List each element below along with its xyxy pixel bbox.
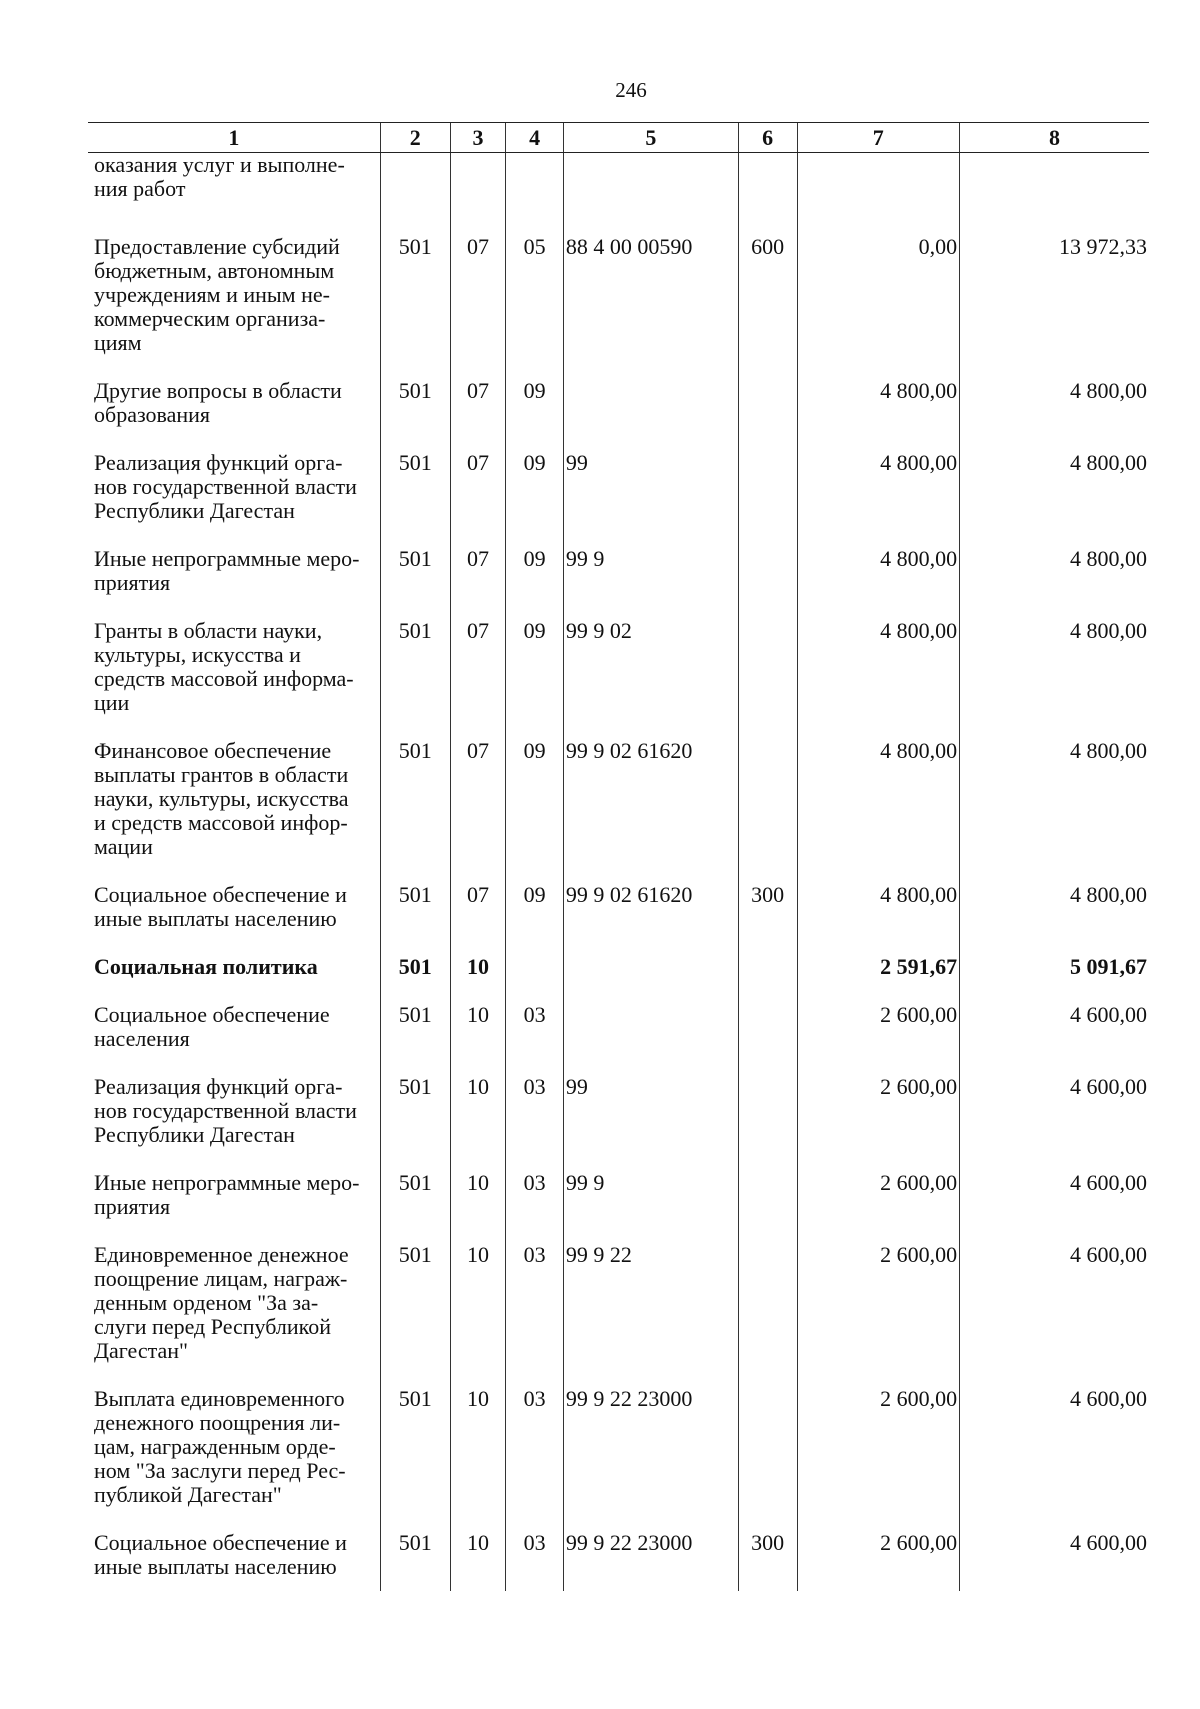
cell-amount-7: 4 800,00 — [797, 547, 960, 619]
table-row — [88, 1075, 1149, 1171]
row-name: Выплата единовременного денежного поощрения ли- цам, награжденным орде- ном "За заслуги перед Рес- публикой Дагестан" — [94, 1386, 346, 1507]
cell-subsection: 09 — [506, 619, 564, 739]
cell-section: 07 — [450, 739, 506, 883]
cell-section: 10 — [450, 1387, 506, 1531]
column-header: 1 — [88, 123, 380, 153]
budget-table — [88, 122, 1149, 1591]
cell-subsection: 09 — [506, 451, 564, 547]
table-row — [88, 619, 1149, 739]
cell-admin-code: 501 — [380, 883, 450, 955]
cell-expense-type: 300 — [738, 883, 797, 955]
cell-subsection: 03 — [506, 1387, 564, 1531]
cell-amount-8: 4 800,00 — [960, 883, 1149, 955]
cell-admin-code: 501 — [380, 1171, 450, 1243]
row-name: Социальная политика — [94, 954, 318, 979]
table-row — [88, 153, 1149, 226]
cell-expense-type — [738, 1387, 797, 1531]
cell-subsection: 09 — [506, 547, 564, 619]
cell-amount-7: 4 800,00 — [797, 451, 960, 547]
row-name: Единовременное денежное поощрение лицам, награж- денным орденом "За за- слуги перед Республикой Дагестан" — [94, 1242, 349, 1363]
cell-subsection — [506, 153, 564, 226]
column-header: 2 — [380, 123, 450, 153]
cell-subsection: 05 — [506, 225, 564, 379]
cell-expense-type — [738, 619, 797, 739]
cell-subsection: 03 — [506, 1003, 564, 1075]
cell-target-article: 99 9 02 61620 — [563, 739, 738, 883]
cell-section: 07 — [450, 883, 506, 955]
cell-amount-8: 4 800,00 — [960, 619, 1149, 739]
cell-amount-7: 2 600,00 — [797, 1171, 960, 1243]
row-name: Социальное обеспечение и иные выплаты населению — [94, 1530, 347, 1579]
cell-target-article: 99 9 02 — [563, 619, 738, 739]
row-name: Реализация функций орга- нов государственной власти Республики Дагестан — [94, 1074, 357, 1147]
cell-target-article — [563, 955, 738, 1003]
cell-amount-7: 0,00 — [797, 225, 960, 379]
cell-expense-type — [738, 1171, 797, 1243]
row-name: Другие вопросы в области образования — [94, 378, 342, 427]
cell-admin-code: 501 — [380, 1075, 450, 1171]
table-row — [88, 739, 1149, 883]
cell-expense-type — [738, 153, 797, 226]
cell-admin-code: 501 — [380, 955, 450, 1003]
row-name: оказания услуг и выполне- ния работ — [94, 152, 345, 201]
cell-section: 10 — [450, 1075, 506, 1171]
cell-expense-type — [738, 739, 797, 883]
cell-amount-8: 4 600,00 — [960, 1531, 1149, 1591]
cell-admin-code: 501 — [380, 739, 450, 883]
table-row — [88, 1003, 1149, 1075]
table-row — [88, 1243, 1149, 1387]
cell-admin-code — [380, 153, 450, 226]
table-row — [88, 225, 1149, 379]
cell-amount-8: 4 800,00 — [960, 739, 1149, 883]
cell-target-article — [563, 153, 738, 226]
cell-section — [450, 153, 506, 226]
cell-subsection: 03 — [506, 1243, 564, 1387]
cell-target-article: 99 9 02 61620 — [563, 883, 738, 955]
cell-admin-code: 501 — [380, 547, 450, 619]
row-name: Социальное обеспечение населения — [94, 1002, 330, 1051]
cell-target-article: 99 9 22 23000 — [563, 1531, 738, 1591]
table-row — [88, 379, 1149, 451]
column-header: 6 — [738, 123, 797, 153]
cell-section: 07 — [450, 225, 506, 379]
row-name: Иные непрограммные меро- приятия — [94, 546, 360, 595]
cell-amount-8: 4 600,00 — [960, 1243, 1149, 1387]
cell-expense-type — [738, 1075, 797, 1171]
column-header: 8 — [960, 123, 1149, 153]
cell-amount-8: 13 972,33 — [960, 225, 1149, 379]
page-number: 246 — [615, 78, 647, 102]
cell-section: 07 — [450, 547, 506, 619]
cell-admin-code: 501 — [380, 379, 450, 451]
cell-subsection: 03 — [506, 1075, 564, 1171]
row-name: Финансовое обеспечение выплаты грантов в области науки, культуры, искусства и средств массовой инфор- мации — [94, 738, 349, 859]
cell-amount-7 — [797, 153, 960, 226]
cell-amount-7: 4 800,00 — [797, 619, 960, 739]
cell-section: 07 — [450, 451, 506, 547]
cell-admin-code: 501 — [380, 1243, 450, 1387]
header-row — [88, 123, 1149, 153]
column-header: 5 — [563, 123, 738, 153]
table-body — [88, 153, 1149, 1592]
cell-amount-7: 2 600,00 — [797, 1243, 960, 1387]
cell-target-article — [563, 379, 738, 451]
row-name: Социальное обеспечение и иные выплаты населению — [94, 882, 347, 931]
cell-expense-type — [738, 547, 797, 619]
cell-section: 10 — [450, 955, 506, 1003]
cell-expense-type: 600 — [738, 225, 797, 379]
row-name: Предоставление субсидий бюджетным, автономным учреждениям и иным не- коммерческим организа- циям — [94, 234, 340, 355]
cell-expense-type: 300 — [738, 1531, 797, 1591]
cell-subsection: 09 — [506, 739, 564, 883]
cell-admin-code: 501 — [380, 451, 450, 547]
table-row — [88, 955, 1149, 1003]
cell-target-article: 99 9 — [563, 547, 738, 619]
cell-expense-type — [738, 1243, 797, 1387]
cell-admin-code: 501 — [380, 1387, 450, 1531]
cell-admin-code: 501 — [380, 225, 450, 379]
cell-subsection: 03 — [506, 1531, 564, 1591]
cell-target-article: 99 — [563, 451, 738, 547]
table-row — [88, 547, 1149, 619]
table-row — [88, 1171, 1149, 1243]
cell-amount-7: 2 600,00 — [797, 1003, 960, 1075]
cell-amount-8: 4 600,00 — [960, 1003, 1149, 1075]
cell-target-article — [563, 1003, 738, 1075]
cell-target-article: 99 9 — [563, 1171, 738, 1243]
cell-amount-8: 5 091,67 — [960, 955, 1149, 1003]
cell-expense-type — [738, 451, 797, 547]
column-header: 4 — [506, 123, 564, 153]
cell-section: 10 — [450, 1003, 506, 1075]
row-name: Гранты в области науки, культуры, искусства и средств массовой информа- ции — [94, 618, 354, 715]
cell-amount-8: 4 600,00 — [960, 1387, 1149, 1531]
cell-subsection — [506, 955, 564, 1003]
cell-expense-type — [738, 955, 797, 1003]
cell-amount-7: 4 800,00 — [797, 883, 960, 955]
cell-amount-7: 2 600,00 — [797, 1531, 960, 1591]
table-row — [88, 883, 1149, 955]
cell-amount-8: 4 800,00 — [960, 379, 1149, 451]
cell-expense-type — [738, 1003, 797, 1075]
cell-amount-7: 2 591,67 — [797, 955, 960, 1003]
cell-amount-8: 4 800,00 — [960, 547, 1149, 619]
cell-amount-7: 2 600,00 — [797, 1075, 960, 1171]
cell-amount-8: 4 800,00 — [960, 451, 1149, 547]
cell-admin-code: 501 — [380, 1003, 450, 1075]
cell-subsection: 09 — [506, 379, 564, 451]
cell-section: 07 — [450, 379, 506, 451]
cell-amount-7: 4 800,00 — [797, 379, 960, 451]
table-row — [88, 451, 1149, 547]
cell-section: 07 — [450, 619, 506, 739]
table-row — [88, 1387, 1149, 1531]
cell-amount-8 — [960, 153, 1149, 226]
cell-amount-8: 4 600,00 — [960, 1171, 1149, 1243]
column-header: 7 — [797, 123, 960, 153]
cell-target-article: 99 9 22 — [563, 1243, 738, 1387]
cell-target-article: 88 4 00 00590 — [563, 225, 738, 379]
cell-amount-7: 2 600,00 — [797, 1387, 960, 1531]
cell-target-article: 99 — [563, 1075, 738, 1171]
cell-admin-code: 501 — [380, 1531, 450, 1591]
cell-admin-code: 501 — [380, 619, 450, 739]
cell-section: 10 — [450, 1243, 506, 1387]
cell-amount-8: 4 600,00 — [960, 1075, 1149, 1171]
row-name: Иные непрограммные меро- приятия — [94, 1170, 360, 1219]
row-name: Реализация функций орга- нов государственной власти Республики Дагестан — [94, 450, 357, 523]
cell-expense-type — [738, 379, 797, 451]
table-row — [88, 1531, 1149, 1591]
cell-target-article: 99 9 22 23000 — [563, 1387, 738, 1531]
cell-amount-7: 4 800,00 — [797, 739, 960, 883]
column-header: 3 — [450, 123, 506, 153]
cell-subsection: 03 — [506, 1171, 564, 1243]
cell-section: 10 — [450, 1171, 506, 1243]
cell-section: 10 — [450, 1531, 506, 1591]
cell-subsection: 09 — [506, 883, 564, 955]
